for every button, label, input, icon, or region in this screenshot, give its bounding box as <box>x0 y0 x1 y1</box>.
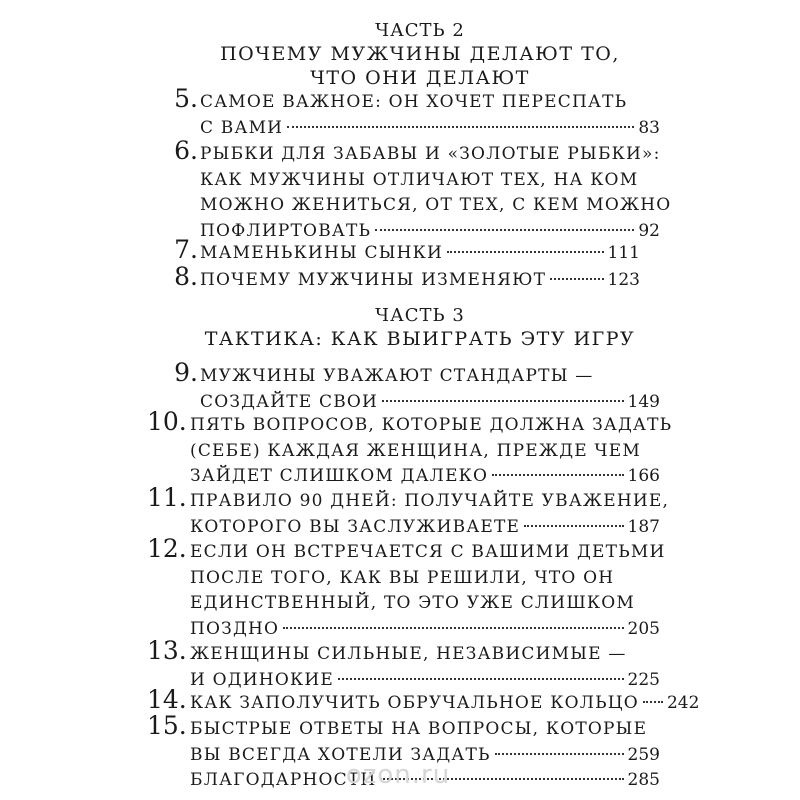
chapter-number: 15. <box>147 711 187 740</box>
chapter-number: 5. <box>174 84 198 113</box>
chapter-title-line: КАК ЗАПОЛУЧИТЬ ОБРУЧАЛЬНОЕ КОЛЬЦО 242 <box>190 688 660 719</box>
chapter-number: 6. <box>174 136 198 165</box>
chapter-title-line: С ВАМИ 83 <box>200 113 660 144</box>
chapter-title-line: ПОСЛЕ ТОГО, КАК ВЫ РЕШИЛИ, ЧТО ОН <box>190 567 615 588</box>
leader-dots <box>492 472 623 476</box>
leader-dots <box>375 227 634 231</box>
chapter-title-line: БЛАГОДАРНОСТИ 285 <box>190 765 660 796</box>
chapter-title-line: МАМЕНЬКИНЫ СЫНКИ 111 <box>200 238 640 269</box>
chapter-title-line: ПЯТЬ ВОПРОСОВ, КОТОРЫЕ ДОЛЖНА ЗАДАТЬ <box>190 415 673 435</box>
page-number: 259 <box>627 744 660 765</box>
chapter-title-line: КОТОРОГО ВЫ ЗАСЛУЖИВАЕТЕ 187 <box>190 512 660 543</box>
chapter-number: 12. <box>147 534 187 563</box>
page-number: 166 <box>627 466 660 486</box>
chapter-number: 9. <box>174 358 198 387</box>
page-number: 149 <box>627 391 660 412</box>
chapter-number: 8. <box>174 262 198 291</box>
chapter-number: 10. <box>147 407 187 436</box>
leader-dots <box>495 751 624 755</box>
chapter-title-line: ПРАВИЛО 90 ДНЕЙ: ПОЛУЧАЙТЕ УВАЖЕНИЕ, <box>190 491 670 511</box>
leader-dots <box>283 625 623 629</box>
part-2-heading <box>150 20 690 90</box>
chapter-title-line: БЫСТРЫЕ ОТВЕТЫ НА ВОПРОСЫ, КОТОРЫЕ <box>190 719 648 739</box>
watermark: ozon.ru <box>345 760 451 790</box>
page-number: 285 <box>627 770 660 790</box>
chapter-title-line: ЖЕНЩИНЫ СИЛЬНЫЕ, НЕЗАВИСИМЫЕ — <box>190 644 627 664</box>
part-number: ЧАСТЬ 2 <box>375 20 465 41</box>
page-number: 83 <box>638 117 660 138</box>
part-title-line: ПОЧЕМУ МУЖЧИНЫ ДЕЛАЮТ ТО, <box>220 43 620 65</box>
chapter-title-line: ЗАЙДЕТ СЛИШКОМ ДАЛЕКО 166 <box>190 461 660 492</box>
chapter-title-line: РЫБКИ ДЛЯ ЗАБАВЫ И «ЗОЛОТЫЕ РЫБКИ»: <box>200 144 661 164</box>
page-number: 205 <box>627 618 660 639</box>
chapter-number: 14. <box>147 685 187 714</box>
leader-dots <box>550 276 603 280</box>
leader-dots <box>287 124 634 128</box>
page-number: 187 <box>627 516 660 537</box>
part-number: ЧАСТЬ 3 <box>375 305 465 326</box>
page-number: 242 <box>666 693 700 713</box>
chapter-title-line: ПОФЛИРТОВАТЬ 92 <box>200 216 660 247</box>
page-number: 225 <box>627 669 660 690</box>
page-number: 92 <box>638 220 660 241</box>
chapter-number: 13. <box>147 636 187 665</box>
chapter-title-line: ПОЗДНО 205 <box>190 614 660 645</box>
chapter-title-line: (СЕБЕ) КАЖДАЯ ЖЕНЩИНА, ПРЕЖДЕ ЧЕМ <box>190 440 641 461</box>
leader-dots <box>338 676 624 680</box>
chapter-title-line: ЕДИНСТВЕННЫЙ, ТО ЭТО УЖЕ СЛИШКОМ <box>190 593 636 613</box>
page-number: 111 <box>607 243 640 263</box>
chapter-number: 11. <box>147 483 187 512</box>
chapter-title-line: ВЫ ВСЕГДА ХОТЕЛИ ЗАДАТЬ 259 <box>190 740 660 771</box>
chapter-title-line: САМОЕ ВАЖНОЕ: ОН ХОЧЕТ ПЕРЕСПАТЬ <box>200 92 628 112</box>
chapter-title-line: КАК МУЖЧИНЫ ОТЛИЧАЮТ ТЕХ, НА КОМ <box>200 169 639 190</box>
chapter-title-line: МОЖНО ЖЕНИТЬСЯ, ОТ ТЕХ, С КЕМ МОЖНО <box>200 195 672 215</box>
part-title-line: ЧТО ОНИ ДЕЛАЮТ <box>310 67 530 89</box>
page-number: 123 <box>607 270 640 290</box>
chapter-title-line: И ОДИНОКИЕ 225 <box>190 665 660 696</box>
leader-dots <box>643 699 663 703</box>
chapter-number: 7. <box>174 235 198 264</box>
leader-dots <box>382 398 623 402</box>
leader-dots <box>524 523 623 527</box>
chapter-title-line: ПОЧЕМУ МУЖЧИНЫ ИЗМЕНЯЮТ 123 <box>200 265 640 296</box>
chapter-title-line: СОЗДАЙТЕ СВОИ 149 <box>200 387 660 418</box>
part-3-heading <box>150 305 690 351</box>
chapter-title-line: МУЖЧИНЫ УВАЖАЮТ СТАНДАРТЫ — <box>200 366 594 386</box>
leader-dots <box>447 249 603 253</box>
chapter-title-line: ЕСЛИ ОН ВСТРЕЧАЕТСЯ С ВАШИМИ ДЕТЬМИ <box>190 542 666 562</box>
part-title-line: ТАКТИКА: КАК ВЫИГРАТЬ ЭТУ ИГРУ <box>204 328 636 350</box>
